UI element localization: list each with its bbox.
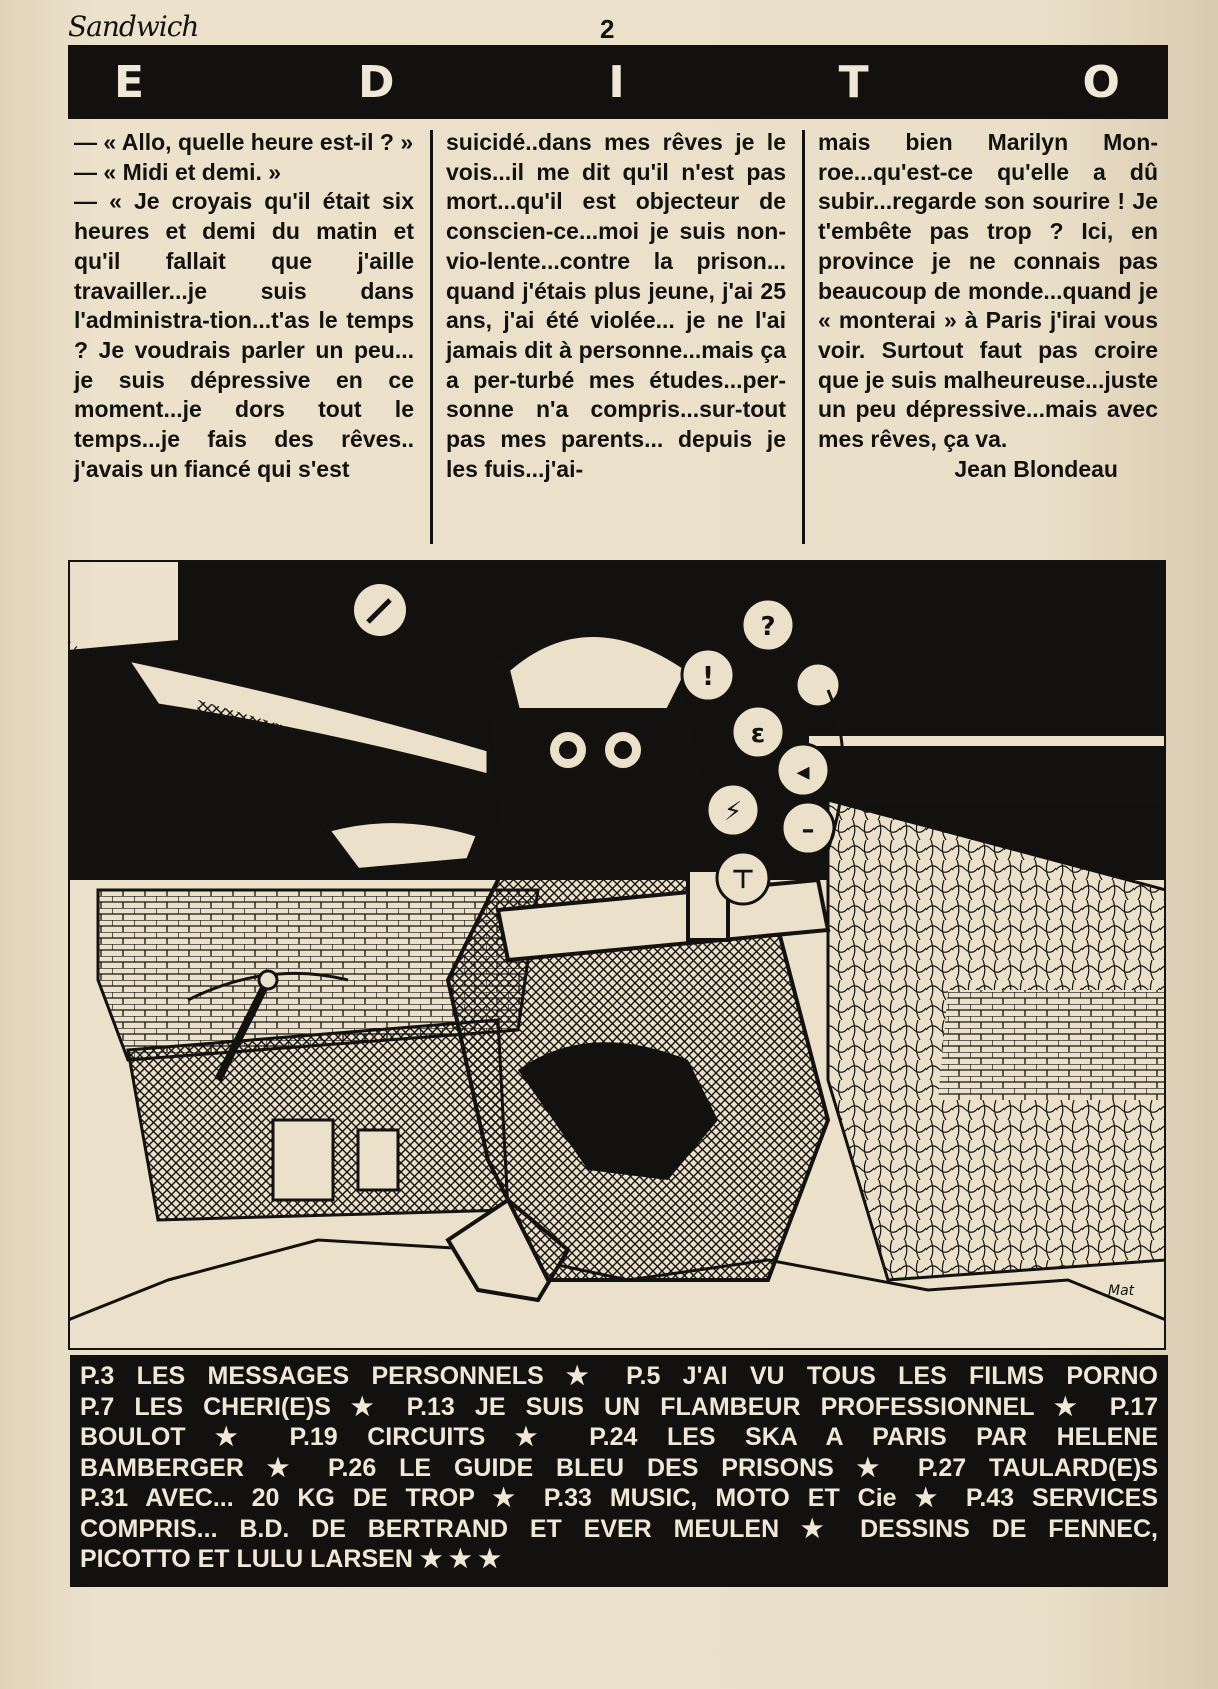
banner-letter: E <box>114 56 145 108</box>
editorial-paragraph: suicidé..dans mes rêves je le vois...il me dit qu'il n'est pas mort...qu'il est objecteur de conscien-ce...moi je suis non-vio-lente...contre la prison... quand j'étais plus jeune, j'ai 25 ans, j'ai été violée... je ne l'ai jamais dit à personne...mais ça a per-turbé mes études...per-sonne n'a compris...sur-tout pas mes parents... depuis je les fuis...j'ai- <box>446 129 786 482</box>
contents-box <box>70 1355 1168 1587</box>
contents-line: P.7 LES CHERI(E)S ★ P.13 JE SUIS UN FLAMBEUR PROFESSIONNEL ★ P.17 <box>80 1392 1158 1421</box>
overpass <box>808 745 1166 800</box>
artist-signature: Mat <box>1108 1283 1135 1299</box>
hand <box>328 821 478 870</box>
contents-line: BAMBERGER ★ P.26 LE GUIDE BLEU DES PRISONS ★ P.27 TAULARD(E)S <box>80 1453 1158 1482</box>
page-number: 2 <box>600 14 615 44</box>
masthead: Sandwich <box>68 10 199 43</box>
svg-text:–: – <box>801 815 815 845</box>
editorial-column-3 <box>818 128 1158 546</box>
gas-mask <box>528 710 668 848</box>
banner-letter: I <box>608 56 625 108</box>
editorial-paragraph: — « Midi et demi. » <box>74 158 282 185</box>
svg-text:!: ! <box>702 662 714 692</box>
contents-line: PICOTTO ET LULU LARSEN ★ ★ ★ <box>80 1545 501 1573</box>
editorial-paragraph: mais bien Marilyn Mon-roe...qu'est-ce qu'elle a dû subir...regarde son sourire ! Je t'embête pas trop ? Ici, en province je ne connais pas beaucoup de monde...quand je « monterai » à Paris j'irai vous voir. Surtout faut pas croire que je suis malheureuse...juste un peu dépressive...mais avec mes rêves, ça va. <box>818 129 1159 453</box>
svg-text:⚡: ⚡ <box>723 797 743 827</box>
svg-text:?: ? <box>760 612 776 642</box>
moon-icon <box>354 584 406 636</box>
svg-text:⊤: ⊤ <box>731 865 755 895</box>
contents-line: COMPRIS... B.D. DE BERTRAND ET EVER MEULEN ★ DESSINS DE FENNEC, <box>80 1514 1158 1543</box>
editorial-column-2 <box>446 128 786 546</box>
editorial-paragraph: — « Je croyais qu'il était six heures et demi du matin et qu'il fallait que j'aille travailler...je suis dans l'administra-tion...t'as le temps ? Je voudrais parler un peu... je suis dépressive en ce moment...je dors tout le temps...je fais des rêves.. j'avais un fiancé qui s'est <box>74 188 414 482</box>
ink-illustration <box>68 560 1166 1350</box>
editorial-paragraph: — « Allo, quelle heure est-il ? » <box>74 129 414 155</box>
edito-banner <box>68 45 1168 119</box>
author-signature: Jean Blondeau <box>954 455 1118 482</box>
svg-text:◂: ◂ <box>796 757 810 787</box>
banner-letter: D <box>357 56 395 108</box>
banner-letter: O <box>1082 56 1120 108</box>
editorial-column-1 <box>74 128 414 546</box>
contents-line: BOULOT ★ P.19 CIRCUITS ★ P.24 LES SKA A PARIS PAR HELENE <box>80 1423 1158 1451</box>
editorial-columns <box>72 128 1166 548</box>
svg-text:ε: ε <box>750 719 766 749</box>
contents-line: P.3 LES MESSAGES PERSONNELS ★ P.5 J'AI VU TOUS LES FILMS PORNO <box>80 1362 1158 1390</box>
contents-line: P.31 AVEC... 20 KG DE TROP ★ P.33 MUSIC, MOTO ET Cie ★ P.43 SERVICES <box>80 1484 1158 1512</box>
banner-letter: T <box>838 56 869 108</box>
